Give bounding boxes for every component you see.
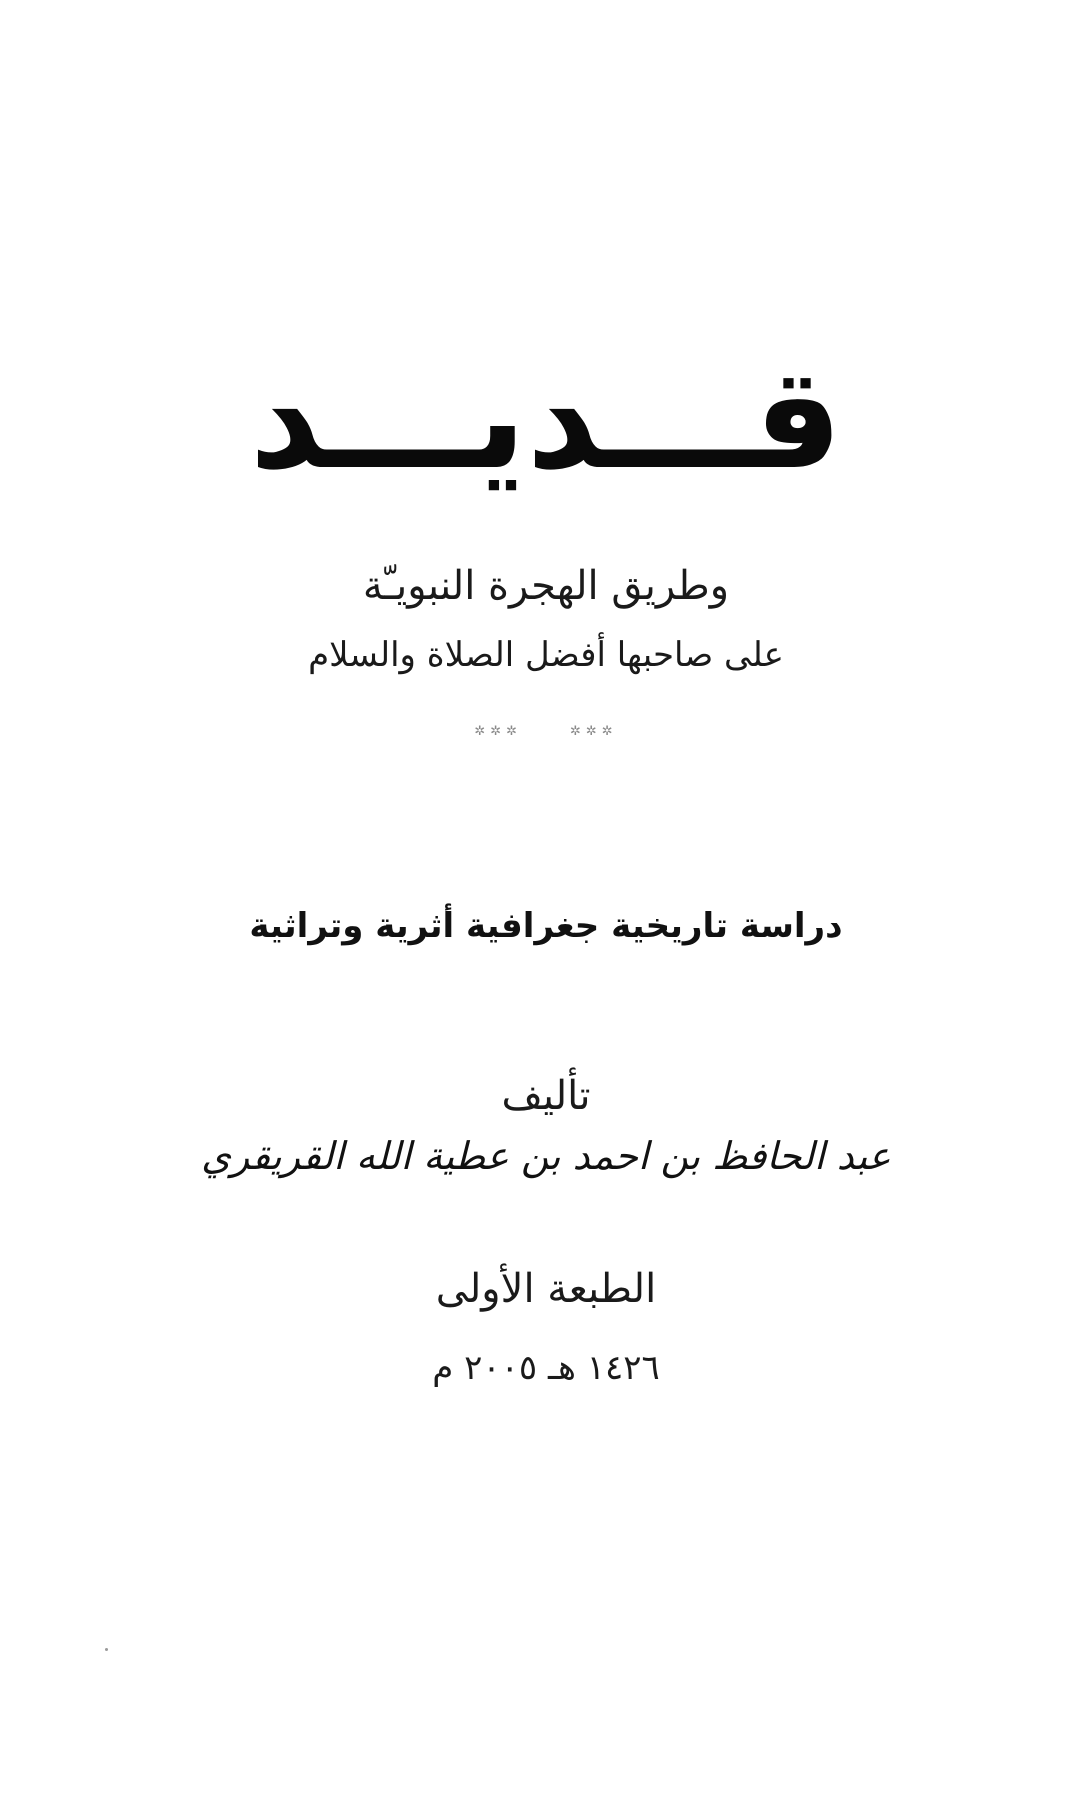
- publication-date: ١٤٢٦ هـ ٢٠٠٥ م: [432, 1348, 660, 1388]
- authorship-label: تأليف: [501, 1073, 591, 1119]
- study-description: دراسة تاريخية جغرافية أثرية وتراثية: [249, 906, 843, 946]
- edition-label: الطبعة الأولى: [435, 1266, 657, 1312]
- book-title: قـــديـــد: [249, 338, 843, 501]
- author-name: عبد الحافظ بن احمد بن عطية الله القريقري: [201, 1134, 891, 1178]
- ornament-divider: [0, 722, 1092, 742]
- subtitle-line-1: وطريق الهجرة النبويـّة: [362, 563, 730, 609]
- subtitle-line-2: على صاحبها أفضل الصلاة والسلام: [308, 635, 784, 675]
- scan-speck: [105, 1648, 108, 1651]
- ornament-group-right: ✲✲✲: [570, 724, 618, 739]
- ornament-group-left: ✲✲✲: [474, 724, 522, 739]
